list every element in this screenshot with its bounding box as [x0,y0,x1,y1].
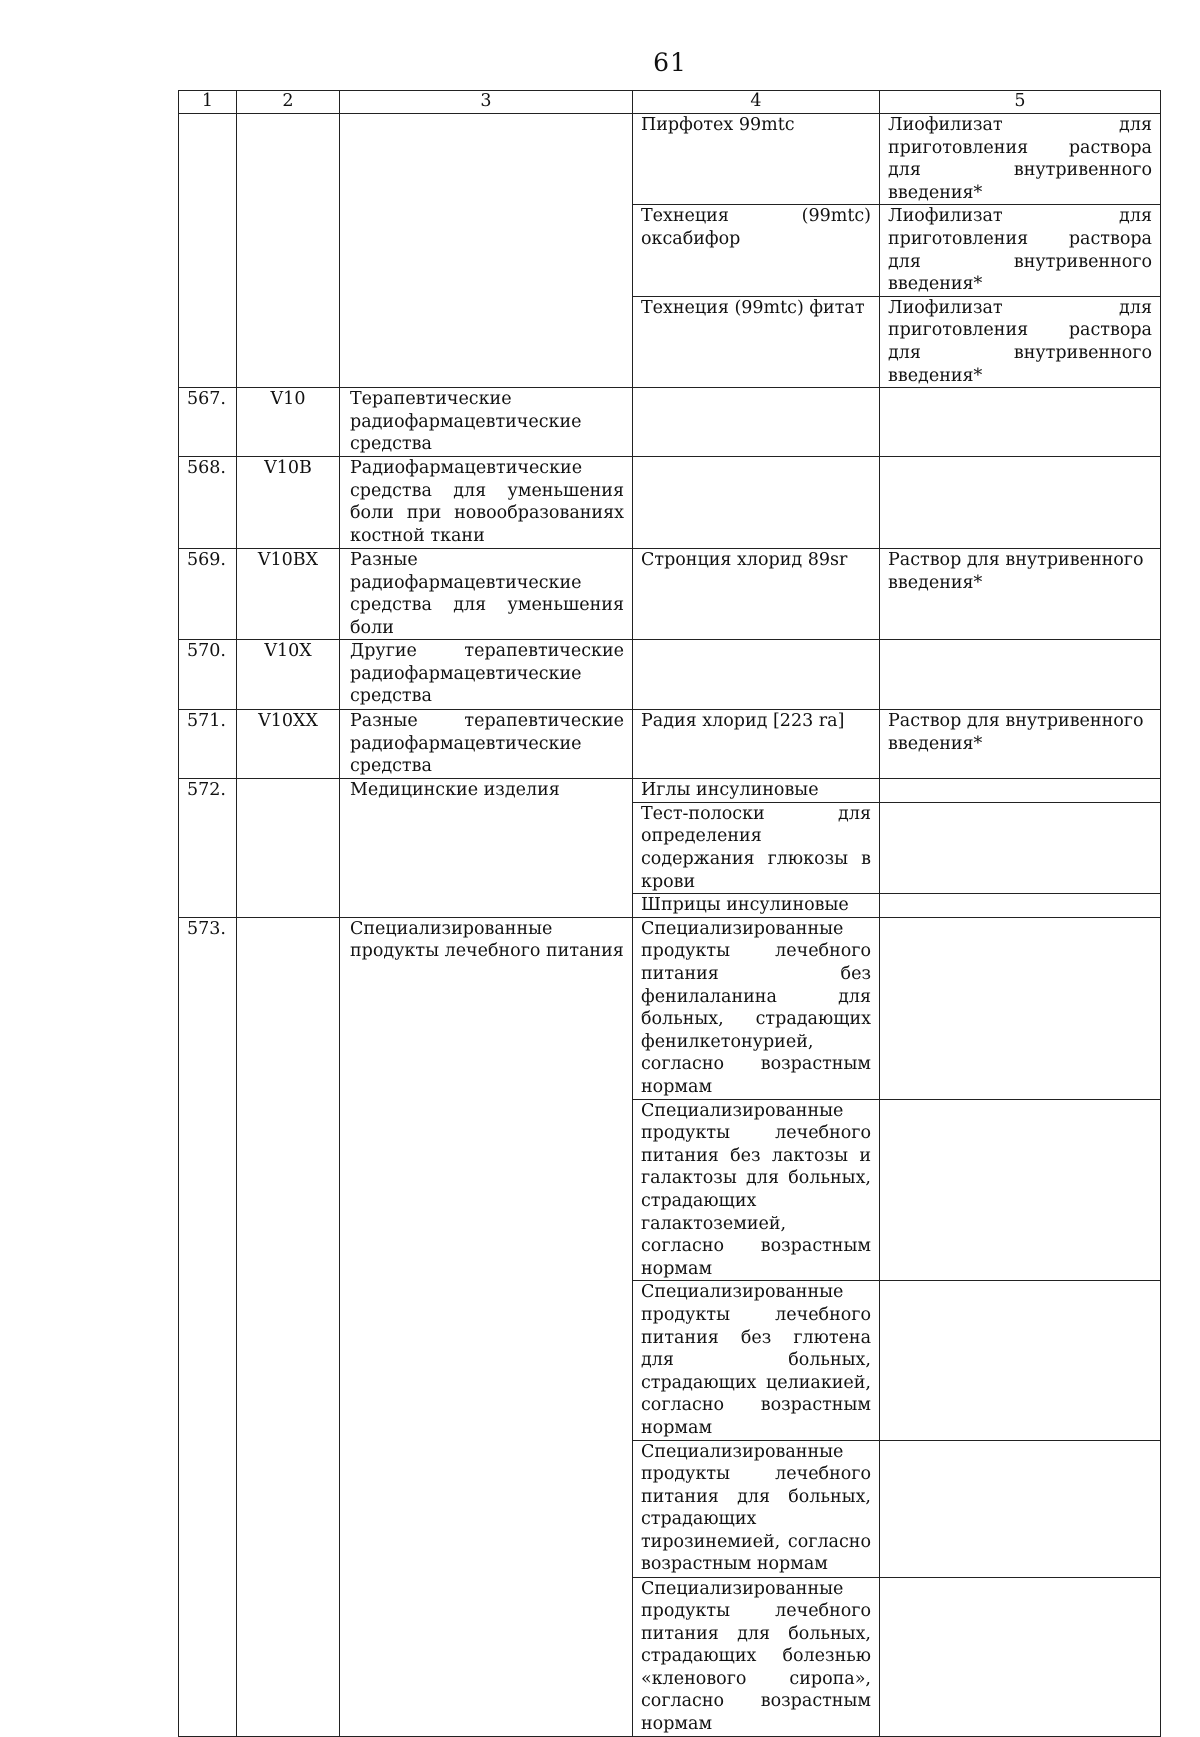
cell-form: Лиофилизат для приготовления раствора для внутривенного введения* [880,205,1161,296]
cell-drug: Технеция (99mtc) оксабифор [633,205,880,296]
table-row [179,640,1161,710]
header-col-4: 4 [633,91,880,114]
cell-form: Лиофилизат для приготовления раствора для внутривенного введения* [880,296,1161,387]
cell-form [880,1577,1161,1736]
cell-number: 570. [179,640,237,710]
cell-code: V10XX [237,710,340,779]
cell-number: 568. [179,456,237,548]
cell-form: Раствор для внутривенного введения* [880,710,1161,779]
cell-form: Лиофилизат для приготовления раствора для внутривенного введения* [880,114,1161,205]
cell-form [880,779,1161,803]
cell-form [880,1281,1161,1440]
cell-form [880,456,1161,548]
cell-code: V10BX [237,548,340,639]
cell-number: 567. [179,388,237,457]
page-number: 61 [653,48,687,77]
table-row [179,710,1161,779]
cell-code: V10B [237,456,340,548]
medicines-table [178,90,1161,1737]
cell-code [237,779,340,918]
cell-form: Раствор для внутривенного введения* [880,548,1161,639]
cell-number: 573. [179,917,237,1736]
cell-group: Медицинские изделия [340,779,633,918]
table-row [179,388,1161,457]
cell-form [880,388,1161,457]
table-row [179,114,1161,205]
cell-drug: Стронция хлорид 89sr [633,548,880,639]
table-row [179,548,1161,639]
cell-drug: Специализированные продукты лечебного питания для больных, страдающих болезнью «кленового сиропа», согласно возрастным нормам [633,1577,880,1736]
cell-drug: Шприцы инсулиновые [633,894,880,918]
cell-group: Специализированные продукты лечебного питания [340,917,633,1736]
cell-form [880,1440,1161,1577]
cell-drug: Специализированные продукты лечебного питания без фенилаланина для больных, страдающих фенилкетонурией, согласно возрастным нормам [633,917,880,1099]
cell-drug [633,388,880,457]
cell-number: 571. [179,710,237,779]
cell-form [880,1099,1161,1281]
cell-group: Терапевтические радиофармацевтические средства [340,388,633,457]
header-col-3: 3 [340,91,633,114]
cell-number: 569. [179,548,237,639]
table-row [179,779,1161,803]
cell-drug: Технеция (99mtc) фитат [633,296,880,387]
cell-form [880,640,1161,710]
header-col-2: 2 [237,91,340,114]
header-col-5: 5 [880,91,1161,114]
cell-group: Разные радиофармацевтические средства для уменьшения боли [340,548,633,639]
cell-drug: Специализированные продукты лечебного питания без глютена для больных, страдающих целиакией, согласно возрастным нормам [633,1281,880,1440]
cell-form [880,802,1161,893]
cell-drug: Иглы инсулиновые [633,779,880,803]
header-col-1: 1 [179,91,237,114]
cell-form [880,894,1161,918]
cell-code: V10 [237,388,340,457]
cell-drug: Пирфотех 99mtc [633,114,880,205]
cell-code [237,114,340,388]
cell-number [179,114,237,388]
header-row [179,91,1161,114]
cell-drug [633,640,880,710]
cell-code: V10X [237,640,340,710]
cell-drug: Специализированные продукты лечебного питания без лактозы и галактозы для больных, страдающих галактоземией, согласно возрастным нормам [633,1099,880,1281]
cell-group: Разные терапевтические радиофармацевтические средства [340,710,633,779]
cell-drug: Радия хлорид [223 ra] [633,710,880,779]
cell-number: 572. [179,779,237,918]
cell-group: Другие терапевтические радиофармацевтические средства [340,640,633,710]
cell-group: Радиофармацевтические средства для уменьшения боли при новообразованиях костной ткани [340,456,633,548]
cell-group [340,114,633,388]
cell-drug: Тест-полоски для определения содержания глюкозы в крови [633,802,880,893]
cell-form [880,917,1161,1099]
cell-code [237,917,340,1736]
table-row [179,917,1161,1099]
table-row [179,456,1161,548]
cell-drug: Специализированные продукты лечебного питания для больных, страдающих тирозинемией, согласно возрастным нормам [633,1440,880,1577]
cell-drug [633,456,880,548]
